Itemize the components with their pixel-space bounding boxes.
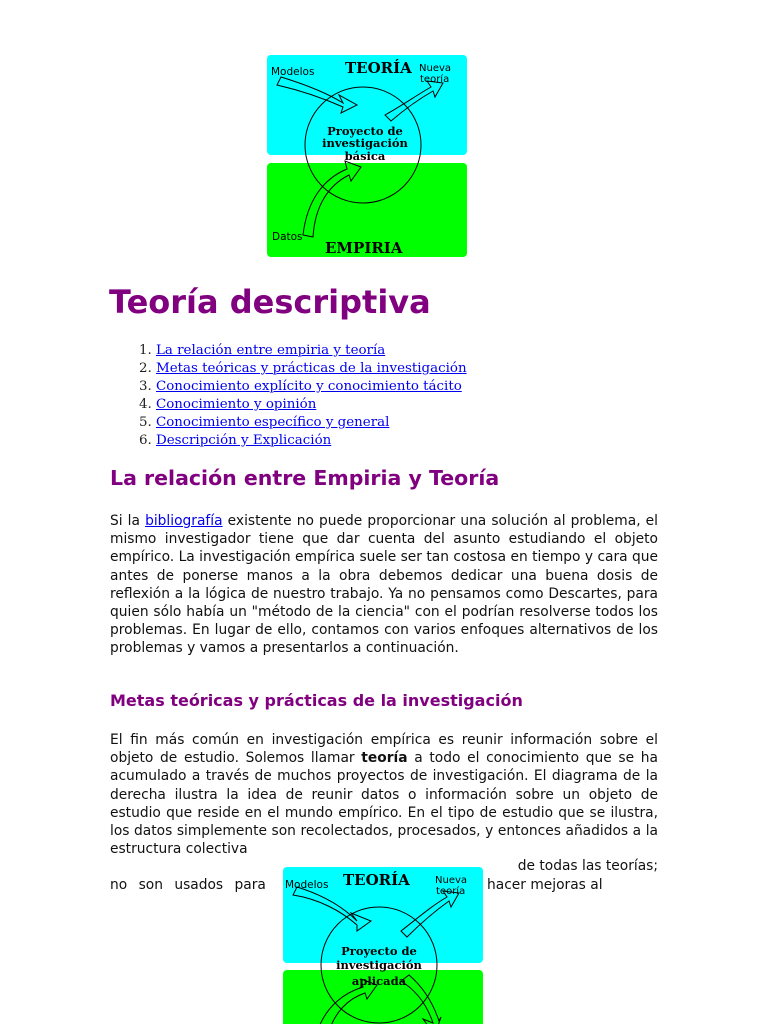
- toc-item: [156, 378, 467, 396]
- center-line-3-2: aplicada: [351, 974, 407, 988]
- label-nueva-2: Nueva: [435, 875, 468, 886]
- center-line-3: básica: [344, 149, 386, 163]
- toc-item: [156, 432, 467, 450]
- toc-item: [156, 396, 467, 414]
- diagram-basic-research: [267, 55, 467, 257]
- toc-item: [156, 414, 467, 432]
- table-of-contents: [110, 342, 467, 450]
- label-teoria-2: TEORÍA: [343, 871, 410, 889]
- toc-link-1[interactable]: La relación entre empiria y teoría: [156, 343, 386, 358]
- section-heading-metas: Metas teóricas y prácticas de la investigación: [110, 691, 523, 710]
- diagram-applied-svg: [283, 867, 483, 1024]
- label-modelos: Modelos: [271, 66, 315, 78]
- center-line-2: investigación: [322, 136, 408, 150]
- p2-bold-teoria: teoría: [361, 750, 408, 767]
- section-heading-empiria-teoria: La relación entre Empiria y Teoría: [110, 466, 500, 490]
- toc-link-6[interactable]: Descripción y Explicación: [156, 433, 332, 448]
- center-line-1: Proyecto de: [327, 124, 403, 138]
- label-teoria-new-2: teoría: [436, 886, 466, 897]
- toc-link-5[interactable]: Conocimiento específico y general: [156, 415, 390, 430]
- diagram-basic-svg: [267, 55, 467, 257]
- toc-item: [156, 342, 467, 360]
- paragraph-empiria-teoria: [110, 512, 658, 658]
- diagram-applied-research: [283, 867, 483, 1024]
- p2-mid: a todo el conocimiento que se ha acumulado a través de muchos proyectos de investigación. El diagrama de la derecha ilustra la idea de reunir datos o información sobre un objeto de estudio que reside en el mundo empírico. En el tipo de estudio que se ilustra, los datos simplemente son recolectados, procesados, y entonces añadidos a la estructura colectiva: [110, 750, 658, 858]
- label-modelos-2: Modelos: [285, 879, 329, 891]
- paragraph-metas: [110, 731, 658, 857]
- center-line-2-2: investigación: [336, 958, 422, 972]
- label-teoria: TEORÍA: [345, 59, 412, 77]
- toc-link-2[interactable]: Metas teóricas y prácticas de la investigación: [156, 361, 467, 376]
- p1-start: Si la: [110, 513, 146, 529]
- center-line-1-2: Proyecto de: [341, 944, 417, 958]
- p2-left-line2: no son usados para: [110, 877, 266, 893]
- label-datos: Datos: [272, 231, 303, 243]
- toc-link-4[interactable]: Conocimiento y opinión: [156, 397, 317, 412]
- label-nueva: Nueva: [419, 63, 452, 74]
- toc-item: [156, 360, 467, 378]
- bibliography-link[interactable]: bibliografía: [145, 513, 223, 529]
- toc-link-3[interactable]: Conocimiento explícito y conocimiento tácito: [156, 379, 462, 394]
- p1-rest: existente no puede proporcionar una solución al problema, el mismo investigador tiene que dar cuenta del asunto estudiando el objeto empírico. La investigación empírica suele ser tan costosa en tiempo y cara que antes de ponerse manos a la obra debemos dedicar una buena dosis de reflexión a la lógica de nuestro trabajo. Ya no pensamos como Descartes, para quien sólo había un "método de la ciencia" con el podrían resolverse todos los problemas. En lugar de ello, contamos con varios enfoques alternativos de los problemas y vamos a presentarlos a continuación.: [110, 513, 658, 657]
- label-empiria: EMPIRIA: [325, 239, 403, 257]
- p2-right-line2: hacer mejoras al: [487, 877, 603, 893]
- p2-right-line1: de todas las teorías;: [517, 858, 658, 874]
- page-title: Teoría descriptiva: [109, 283, 431, 321]
- label-teoria-new: teoría: [420, 74, 450, 85]
- p2-start: El fin más común en investigación empírica es reunir información sobre el objeto de estudio. Solemos llamar: [110, 732, 658, 767]
